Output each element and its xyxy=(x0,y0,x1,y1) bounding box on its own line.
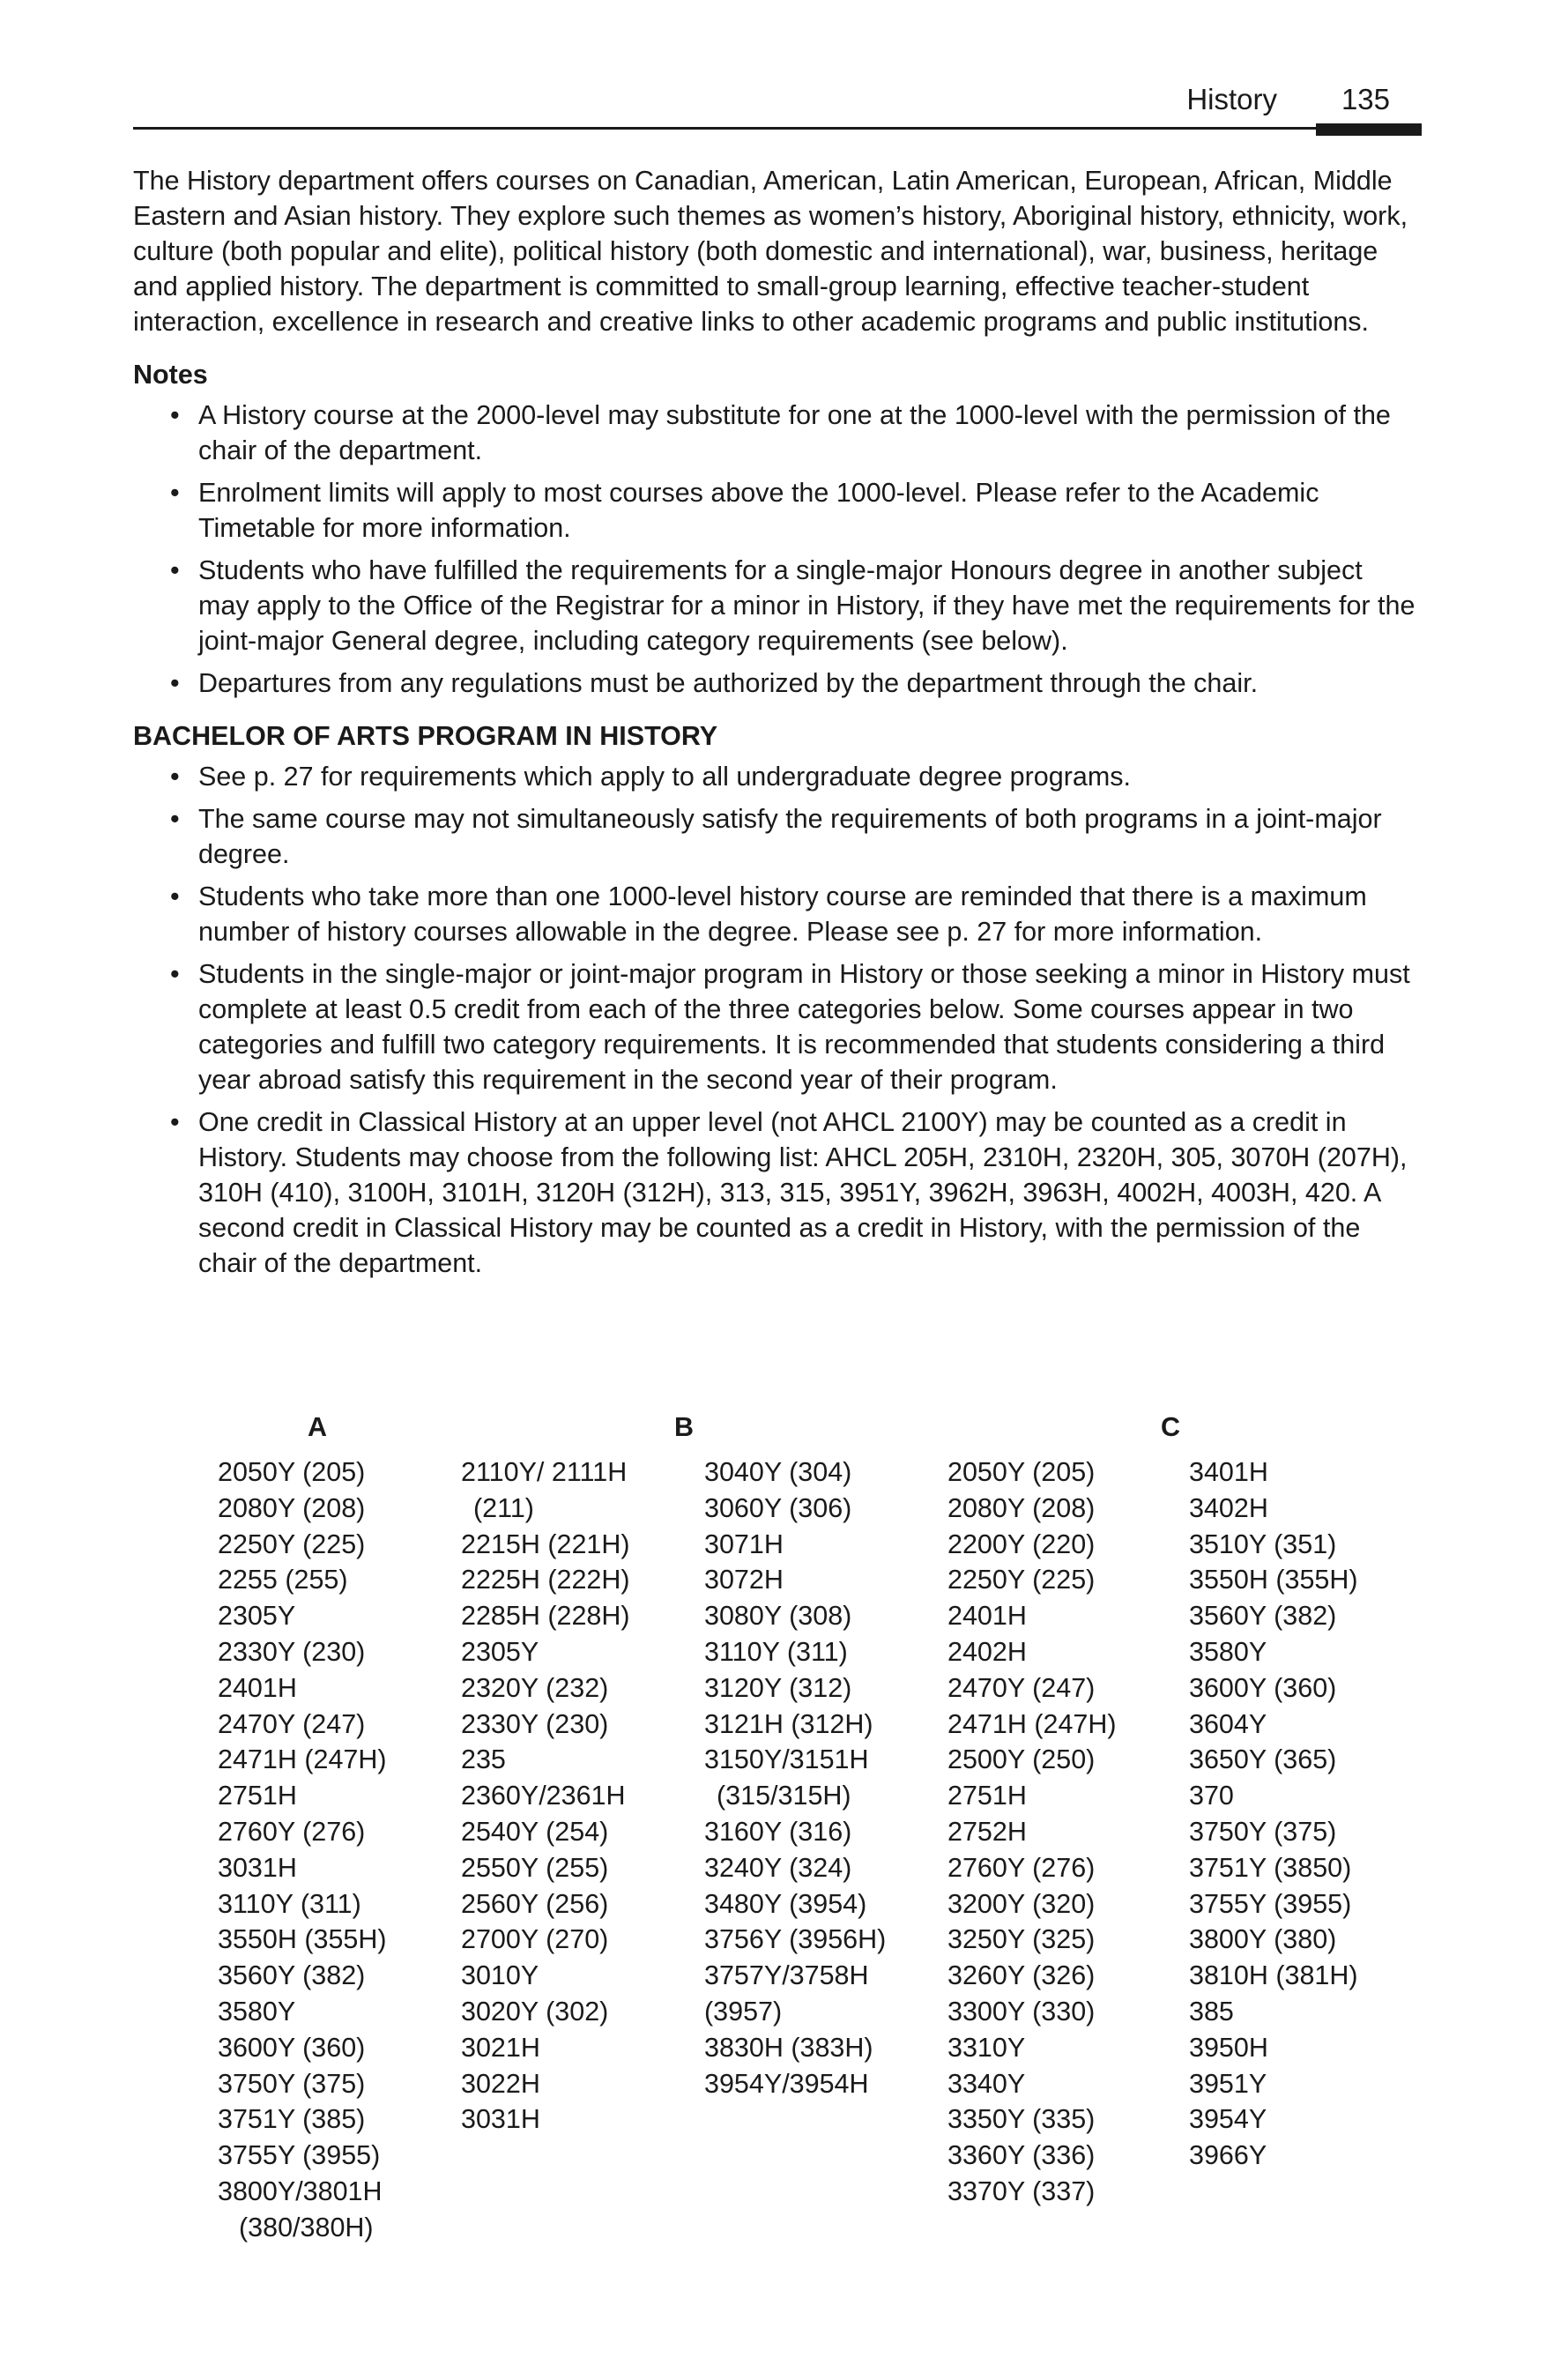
course-code: 3756Y (3956H) xyxy=(704,1924,887,1955)
course-code: 2080Y (208) xyxy=(947,1492,1096,1523)
section-title: History xyxy=(1186,83,1277,115)
course-code: 3031H xyxy=(461,2104,540,2135)
category-c-column-2 xyxy=(1189,1454,1358,2174)
course-code: 2050Y (205) xyxy=(218,1457,366,1487)
ba-program-heading: BACHELOR OF ARTS PROGRAM IN HISTORY xyxy=(133,721,718,751)
course-code: 2215H (221H) xyxy=(461,1528,630,1559)
course-code: (315/315H) xyxy=(717,1781,851,1811)
bullet-icon: • xyxy=(170,555,180,585)
course-code: 3600Y (360) xyxy=(218,2032,366,2063)
list-item: • Departures from any regulations must be authorized by the department through the chair. xyxy=(133,666,1420,701)
course-code: 3370Y (337) xyxy=(947,2175,1096,2206)
course-code: 3560Y (382) xyxy=(218,1960,366,1991)
course-code: 3954Y/3954H xyxy=(704,2068,869,2099)
course-code: 3830H (383H) xyxy=(704,2032,873,2063)
course-code: 3150Y/3151H xyxy=(704,1744,869,1775)
page xyxy=(133,81,1420,2242)
course-code: 3401H xyxy=(1189,1457,1268,1487)
course-code: 2752H xyxy=(947,1816,1027,1847)
course-code: (3957) xyxy=(704,1996,783,2027)
course-code: 3757Y/3758H xyxy=(704,1960,869,1991)
course-code: 3650Y (365) xyxy=(1189,1744,1337,1775)
course-code: 2225H (222H) xyxy=(461,1565,630,1595)
course-code: 2471H (247H) xyxy=(947,1708,1117,1739)
course-code: 3250Y (325) xyxy=(947,1924,1096,1955)
list-item: • The same course may not simultaneously satisfy the requirements of both programs in a joint-major degree. xyxy=(133,801,1420,872)
course-code: 3600Y (360) xyxy=(1189,1672,1337,1703)
course-code: 3951Y xyxy=(1189,2068,1267,2099)
course-code: 2470Y (247) xyxy=(947,1672,1096,1703)
course-code: 3800Y/3801H xyxy=(218,2175,383,2206)
course-code: 3021H xyxy=(461,2032,540,2063)
course-code: 3402H xyxy=(1189,1492,1268,1523)
course-code: 2200Y (220) xyxy=(947,1528,1096,1559)
course-code: 3550H (355H) xyxy=(218,1924,387,1955)
category-a-column xyxy=(218,1454,387,2246)
bullet-icon: • xyxy=(170,668,180,698)
course-code: 3510Y (351) xyxy=(1189,1528,1337,1559)
course-code: 3750Y (375) xyxy=(218,2068,366,2099)
course-code: 2401H xyxy=(947,1601,1027,1632)
course-code: 3040Y (304) xyxy=(704,1457,852,1487)
bullet-icon: • xyxy=(170,1107,180,1137)
course-code: 2760Y (276) xyxy=(947,1852,1096,1883)
list-item: • See p. 27 for requirements which apply to all undergraduate degree programs. xyxy=(133,759,1420,794)
course-code: 3350Y (335) xyxy=(947,2104,1096,2135)
course-code: 235 xyxy=(461,1744,506,1775)
course-code: (211) xyxy=(473,1492,534,1523)
course-code: 3072H xyxy=(704,1565,784,1595)
course-code: 3010Y xyxy=(461,1960,539,1991)
body-content xyxy=(133,163,1420,1281)
list-item: • Students who have fulfilled the requirements for a single-major Honours degree in another subject may apply to the Office of the Registrar for a minor in History, if they have met the requirements for the joint-major General degree, including category requirements (see below). xyxy=(133,553,1420,658)
course-code: 2320Y (232) xyxy=(461,1672,609,1703)
course-code: 2250Y (225) xyxy=(218,1528,366,1559)
course-code: 3755Y (3955) xyxy=(218,2140,381,2171)
header-tab-bar xyxy=(1316,123,1422,136)
course-code: 3121H (312H) xyxy=(704,1708,873,1739)
course-code: 3310Y xyxy=(947,2032,1026,2063)
course-code: 3550H (355H) xyxy=(1189,1565,1358,1595)
course-code: 2700Y (270) xyxy=(461,1924,609,1955)
course-code: 2540Y (254) xyxy=(461,1816,609,1847)
bullet-icon: • xyxy=(170,762,180,792)
course-code: 3810H (381H) xyxy=(1189,1960,1358,1991)
course-code: 2330Y (230) xyxy=(218,1636,366,1667)
course-code: 3966Y xyxy=(1189,2140,1267,2171)
course-code: 2285H (228H) xyxy=(461,1601,630,1632)
course-code: 3950H xyxy=(1189,2032,1268,2063)
category-a-heading: A xyxy=(308,1412,328,1442)
course-code: 2110Y/ 2111H xyxy=(461,1457,628,1487)
course-code: 3480Y (3954) xyxy=(704,1888,867,1919)
course-code: 3604Y xyxy=(1189,1708,1267,1739)
course-code: 3160Y (316) xyxy=(704,1816,852,1847)
course-code: 3080Y (308) xyxy=(704,1601,852,1632)
course-code: 3110Y (311) xyxy=(218,1888,361,1919)
notes-heading: Notes xyxy=(133,360,208,390)
course-code: 3022H xyxy=(461,2068,540,2099)
category-c-heading: C xyxy=(1161,1412,1181,1442)
course-code: 2402H xyxy=(947,1636,1027,1667)
course-code: 2500Y (250) xyxy=(947,1744,1096,1775)
course-code: 3751Y (385) xyxy=(218,2104,366,2135)
course-code: 2050Y (205) xyxy=(947,1457,1096,1487)
bullet-icon: • xyxy=(170,959,180,989)
course-code: 3020Y (302) xyxy=(461,1996,609,2027)
course-code: 3750Y (375) xyxy=(1189,1816,1337,1847)
bullet-icon: • xyxy=(170,400,180,430)
category-b-heading: B xyxy=(674,1412,695,1442)
course-code: 2471H (247H) xyxy=(218,1744,387,1775)
course-code: 2305Y xyxy=(218,1601,296,1632)
course-code: 3071H xyxy=(704,1528,784,1559)
course-code: 2470Y (247) xyxy=(218,1708,366,1739)
course-code: 3560Y (382) xyxy=(1189,1601,1337,1632)
course-code: 3340Y xyxy=(947,2068,1026,2099)
list-item: • Enrolment limits will apply to most courses above the 1000-level. Please refer to the Academic Timetable for more information. xyxy=(133,475,1420,546)
course-code: 2401H xyxy=(218,1672,297,1703)
page-number: 135 xyxy=(1341,83,1390,115)
course-code: 3360Y (336) xyxy=(947,2140,1096,2171)
course-code: 3751Y (3850) xyxy=(1189,1852,1352,1883)
course-code: 3200Y (320) xyxy=(947,1888,1096,1919)
course-code: 3031H xyxy=(218,1852,297,1883)
course-code: 3300Y (330) xyxy=(947,1996,1096,2027)
course-code: 2760Y (276) xyxy=(218,1816,366,1847)
list-item: • Students in the single-major or joint-major program in History or those seeking a minor in History must complete at least 0.5 credit from each of the three categories below. Some courses appear in two categories and fulfill two category requirements. It is recommended that students considering a third year abroad satisfy this requirement in the second year of their program. xyxy=(133,956,1420,1097)
course-code: 3060Y (306) xyxy=(704,1492,852,1523)
course-code: 2360Y/2361H xyxy=(461,1781,626,1811)
course-code: 370 xyxy=(1189,1781,1234,1811)
list-item: • Students who take more than one 1000-level history course are reminded that there is a maximum number of history courses allowable in the degree. Please see p. 27 for more information. xyxy=(133,879,1420,949)
intro-paragraph: The History department offers courses on Canadian, American, Latin American, European, African, Middle Eastern and Asian history. They explore such themes as women’s history, Aboriginal history, ethnicity, work, culture (both popular and elite), political history (both domestic and international), war, business, heritage and applied history. The department is committed to small-group learning, effective teacher-student interaction, excellence in research and creative links to other academic programs and public institutions. xyxy=(133,166,1408,337)
category-b-column-1 xyxy=(461,1454,630,2138)
course-code: 2330Y (230) xyxy=(461,1708,609,1739)
course-code: 2751H xyxy=(218,1781,297,1811)
bullet-icon: • xyxy=(170,881,180,911)
course-code: 3580Y xyxy=(218,1996,296,2027)
course-code: 385 xyxy=(1189,1996,1234,2027)
course-code: 2305Y xyxy=(461,1636,539,1667)
course-code: 3954Y xyxy=(1189,2104,1267,2135)
course-code: 3755Y (3955) xyxy=(1189,1888,1352,1919)
course-code: (380/380H) xyxy=(239,2212,374,2242)
course-code: 2255 (255) xyxy=(218,1565,348,1595)
course-code: 3120Y (312) xyxy=(704,1672,852,1703)
course-code: 3110Y (311) xyxy=(704,1636,848,1667)
course-code: 3240Y (324) xyxy=(704,1852,852,1883)
bullet-icon: • xyxy=(170,478,180,508)
running-header xyxy=(133,81,1420,130)
list-item: • A History course at the 2000-level may substitute for one at the 1000-level with the permission of the chair of the department. xyxy=(133,398,1420,468)
list-item: • One credit in Classical History at an upper level (not AHCL 2100Y) may be counted as a credit in History. Students may choose from the following list: AHCL 205H, 2310H, 2320H, 305, 3070H (207H), 310H (410), 3100H, 3101H, 3120H (312H), 313, 315, 3951Y, 3962H, 3963H, 4002H, 4003H, 420. A second credit in Classical History may be counted as a credit in History, with the permission of the chair of the department. xyxy=(133,1104,1420,1281)
course-code: 2250Y (225) xyxy=(947,1565,1096,1595)
course-code: 3580Y xyxy=(1189,1636,1267,1667)
category-columns xyxy=(133,1412,1420,2347)
notes-list xyxy=(133,398,1420,701)
course-code: 2080Y (208) xyxy=(218,1492,366,1523)
bullet-icon: • xyxy=(170,804,180,834)
course-code: 2560Y (256) xyxy=(461,1888,609,1919)
category-c-column-1 xyxy=(947,1454,1117,2210)
course-code: 3260Y (326) xyxy=(947,1960,1096,1991)
course-code: 3800Y (380) xyxy=(1189,1924,1337,1955)
ba-requirements-list xyxy=(133,759,1420,1281)
course-code: 2751H xyxy=(947,1781,1027,1811)
course-code: 2550Y (255) xyxy=(461,1852,609,1883)
category-b-column-2 xyxy=(704,1454,886,2101)
